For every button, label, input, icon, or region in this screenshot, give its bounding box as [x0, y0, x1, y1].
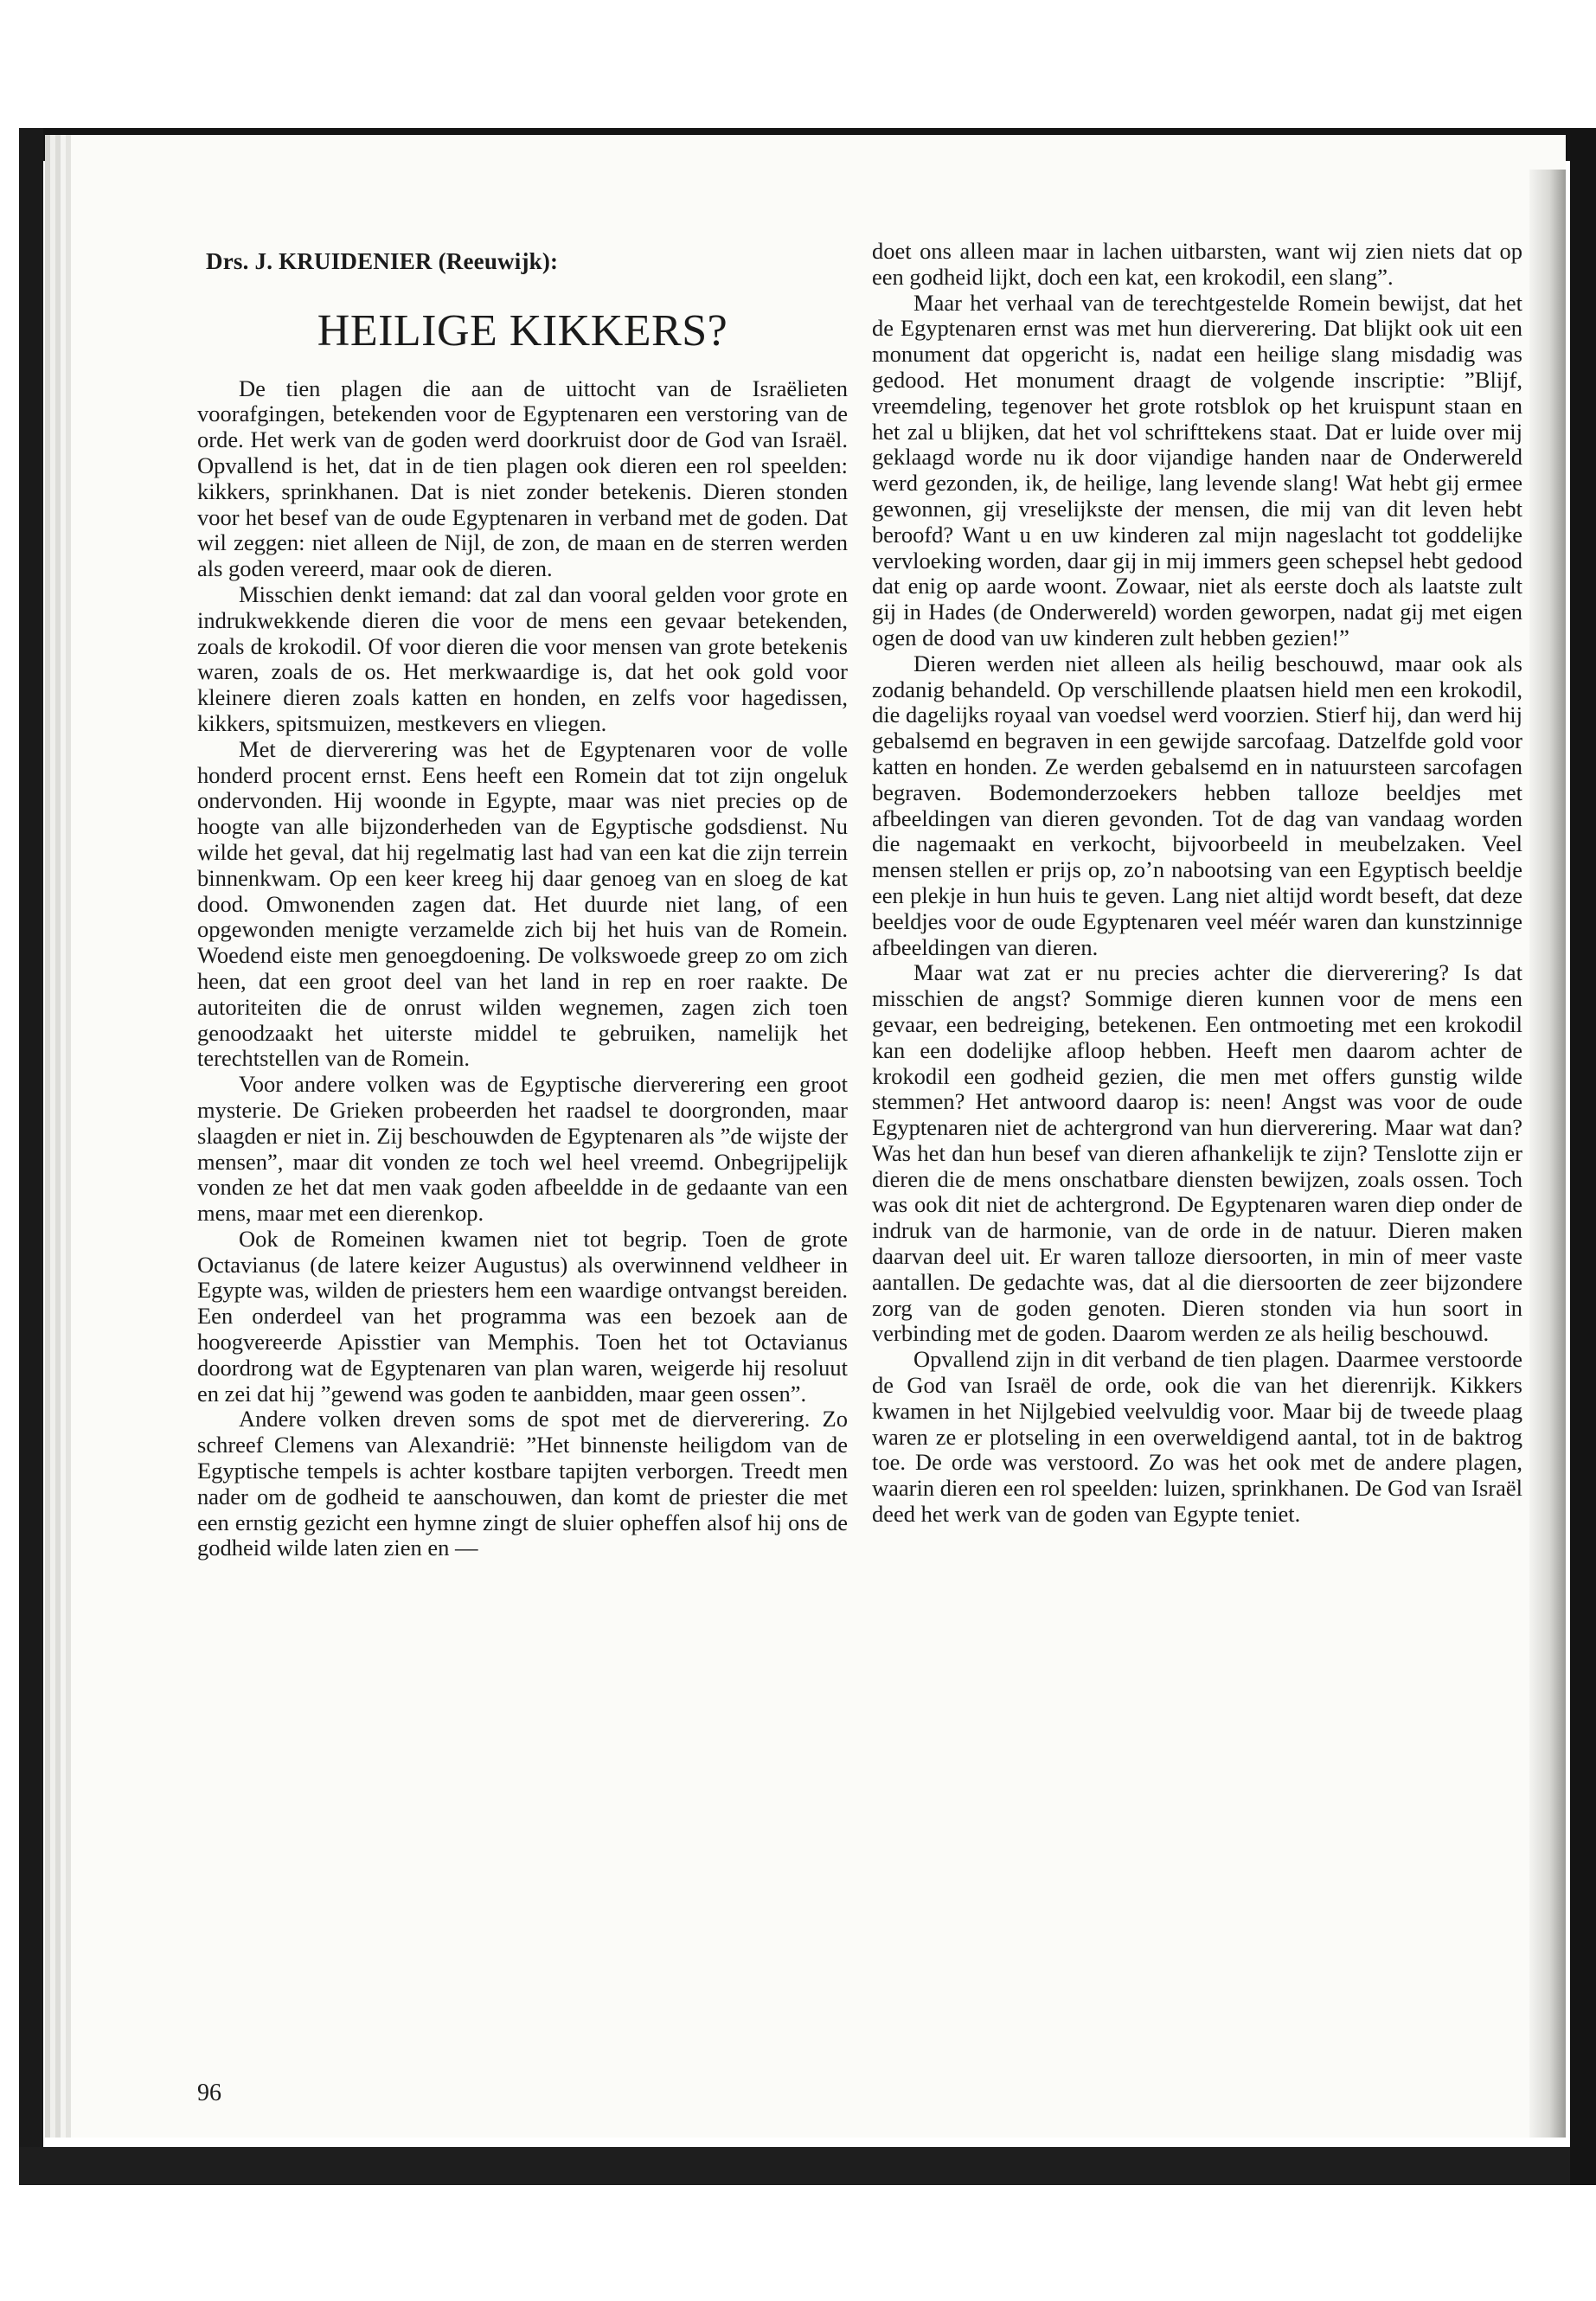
article-title: HEILIGE KIKKERS?: [317, 305, 728, 356]
scan-bottom-border: [19, 2147, 1596, 2185]
paragraph: Misschien denkt iemand: dat zal dan vooral gelden voor grote en indrukwekkende dieren die voor de mens een gevaar betekenden, zoals de krokodil. Of voor dieren die voor mensen van grote betekenis waren, zoals de os. Het merkwaardige is, dat het ook gold voor kleinere dieren zoals katten en honden, en zelfs voor hagedissen, kikkers, spitsmuizen, mestkevers en vliegen.: [197, 580, 848, 736]
paragraph: Met de dierverering was het de Egyptenaren voor de volle honderd procent ernst. Eens heeft een Romein dat tot zijn ongeluk ondervonden. Hij woonde in Egypte, maar was niet precies op de hoogte van alle bijzonderheden van de Egyptische godsdienst. Nu wilde het geval, dat hij regelmatig last had van een kat die zijn terrein binnenkwam. Op een keer kreeg hij daar genoeg van en sloeg de kat dood. Omwonenden zagen dat. Het duurde niet lang, of een opgewonden menigte verzamelde zich bij het huis van de Romein. Woedend eiste men genoegdoening. De volkswoede greep zo om zich heen, dat een groot deel van het land in rep en roer raakte. De autoriteiten die de onrust wilden wegnemen, zagen zich toen genoodzaakt het uiterste middel te gebruiken, namelijk het terechtstellen van de Romein.: [197, 735, 848, 1072]
right-column: [872, 239, 1522, 1528]
paragraph: Voor andere volken was de Egyptische dierverering een groot mysterie. De Grieken probeerden het raadsel te doorgronden, maar slaagden er niet in. Zij beschouwden de Egyptenaren als ”de wijste der mensen”, maar dit vonden ze toch wel heel vreemd. Onbegrijpelijk vonden ze het dat men vaak goden afbeeldde in de gedaante van een mens, maar met een dierenkop.: [197, 1071, 848, 1227]
paragraph: Ook de Romeinen kwamen niet tot begrip. Toen de grote Octavianus (de latere keizer Augustus) als overwinnend veldheer in Egypte was, wilden de priesters hem een waardige ontvangst bereiden. Een onderdeel van het programma was een bezoek aan de hoogvereerde Apisstier van Memphis. Toen het tot Octavianus doordrong wat de Egyptenaren van plan waren, weigerde hij resoluut en zei dat hij ”gewend was goden te aanbidden, maar geen ossen”.: [197, 1225, 848, 1407]
page-spine-shadow: [1529, 170, 1566, 2138]
paragraph: Dieren werden niet alleen als heilig beschouwd, maar ook als zodanig behandeld. Op verschillende plaatsen hield men een krokodil, die dagelijks royaal van voedsel werd voorzien. Stierf hij, dan werd hij gebalsemd en begraven in een gewijde sarcofaag. Datzelfde gold voor katten en honden. Ze werden gebalsemd en in natuursteen sarcofagen begraven. Bodemonderzoekers hebben talloze beeldjes met afbeeldingen van dieren gevonden. Tot de dag van vandaag worden die nagemaakt en verkocht, bijvoorbeeld in meubelzaken. Veel mensen stellen er prijs op, zo’n nabootsing van een Egyptisch beeldje een plekje in hun huis te geven. Lang niet altijd wordt beseft, dat deze beeldjes voor de oude Egyptenaren veel méér waren dan kunstzinnige afbeeldingen van dieren.: [872, 650, 1522, 960]
scan-left-border: [19, 128, 43, 2182]
paragraph: Andere volken dreven soms de spot met de dierverering. Zo schreef Clemens van Alexandrië: ”Het binnenste heiligdom van de Egyptische tempels is achter kostbare tapijten verborgen. Treedt men nader om de godheid te aanschouwen, dan komt de priester die met een ernstig gezicht een hymne zingt de sluier opheffen alsof hij ons de godheid wilde laten zien en —: [197, 1406, 848, 1561]
author-byline: Drs. J. KRUIDENIER (Reeuwijk):: [206, 248, 559, 274]
paragraph: Opvallend zijn in dit verband de tien plagen. Daarmee verstoorde de God van Israël de orde, ook die van het dierenrijk. Kikkers kwamen in het Nijlgebied veelvuldig voor. Maar bij de tweede plaag waren ze er plotseling in een overweldigend aantal, tot in de baktrog toe. De orde was verstoord. Zo was het ook met de andere plagen, waarin dieren een rol speelden: luizen, sprinkhanen. De God van Israël deed het werk van de goden van Egypte teniet.: [872, 1346, 1523, 1528]
paragraph: doet ons alleen maar in lachen uitbarsten, want wij zien niets dat op een godheid lijkt, doch een kat, een krokodil, een slang”.: [872, 238, 1522, 290]
paragraph: Maar het verhaal van de terechtgestelde Romein bewijst, dat het de Egyptenaren ernst was met hun dierverering. Dat blijkt ook uit een monument dat opgericht is, nadat een heilige slang misdadig was gedood. Het monument draagt de volgende inscriptie: ”Blijf, vreemdeling, tegenover het grote rotsblok op het kruispunt staan en het zal u blijken, dat het vol schrifttekens staat. Dat er luide over mij geklaagd worde nu ik door vijandige handen naar de Onderwereld werd gezonden, ik, de heilige, lang levende slang! Wat hebt gij ermee gewonnen, gij vreselijkste der mensen, die mij van dit leven hebt beroofd? Want u en uw kinderen zal mijn nageslacht tot goddelijke vervloeking worden, daar gij in mij immers geen schepsel hebt gedood dat enig op aarde woont. Zowaar, niet als eerste doch als laatste zult gij in Hades (de Onderwereld) worden geworpen, nadat gij met eigen ogen de dood van uw kinderen zult hebben gezien!”: [872, 289, 1522, 651]
left-column: [197, 242, 848, 1561]
page-number: 96: [197, 2080, 221, 2106]
scan-right-border: [1570, 128, 1596, 2185]
paragraph: De tien plagen die aan de uittocht van de Israëlieten voorafgingen, betekenden voor de Egyptenaren een verstoring van de orde. Het werk van de goden werd doorkruist door de God van Israël. Opvallend is het, dat in de tien plagen ook dieren een rol speelden: kikkers, sprinkhanen. Dat is niet zonder betekenis. Dieren stonden voor het besef van de oude Egyptenaren in verband met de goden. Dat wil zeggen: niet alleen de Nijl, de zon, de maan en de sterren werden als goden vereerd, maar ook de dieren.: [197, 375, 848, 582]
paragraph: Maar wat zat er nu precies achter die dierverering? Is dat misschien de angst? Sommige dieren kunnen voor de mens een gevaar, een bedreiging, betekenen. Een ontmoeting met een krokodil kan een dodelijke afloop hebben. Heeft men daarom achter de krokodil een godheid gezien, die men met offers gunstig wilde stemmen? Het antwoord daarop is: neen! Angst was voor de oude Egyptenaren niet de achtergrond van hun dierverering. Maar wat dan? Was het dan hun besef van dieren afhankelijk te zijn? Tenslotte zijn er dieren die de mens onschatbare diensten bewijzen, zoals ossen. Toch was ook dit niet de achtergrond. De Egyptenaren waren diep onder de indruk van de harmonie, van de orde in de natuur. Dieren maken daarvan deel uit. Er waren talloze diersoorten, in min of meer vaste aantallen. De gedachte was, dat al die diersoorten de zeer bijzondere zorg van de goden genoten. Dieren stonden via hun soort in verbinding met de goden. Daarom werden ze als heilig beschouwd.: [872, 959, 1522, 1347]
